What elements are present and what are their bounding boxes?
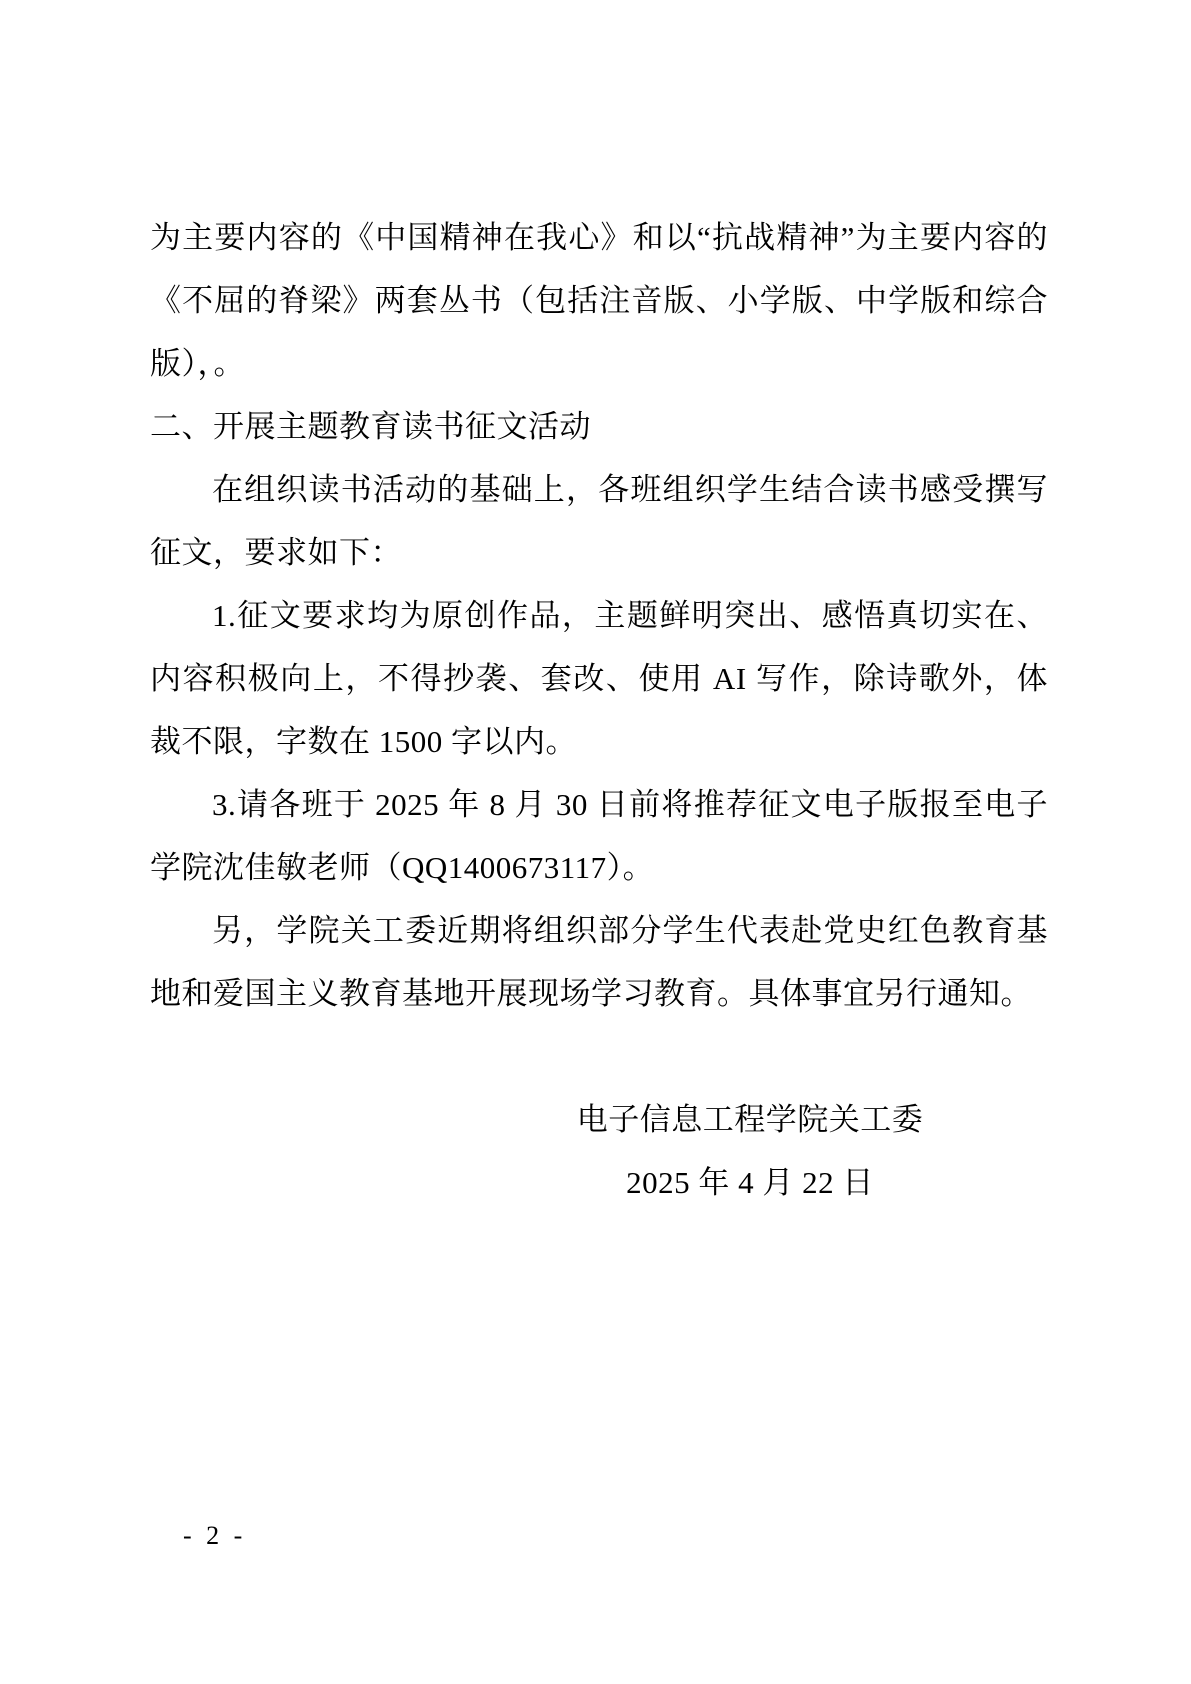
paragraph-intro: 在组织读书活动的基础上，各班组织学生结合读书感受撰写征文，要求如下： bbox=[150, 472, 1048, 570]
signature-date: 2025 年 4 月 22 日 bbox=[626, 1165, 874, 1200]
paragraph-item-1: 1.征文要求均为原创作品，主题鲜明突出、感悟真切实在、内容积极向上，不得抄袭、套改、使用 AI 写作，除诗歌外，体裁不限，字数在 1500 字以内。 bbox=[150, 598, 1048, 759]
blank-line bbox=[150, 1025, 1048, 1088]
signature-block bbox=[560, 1088, 940, 1214]
document-body bbox=[150, 206, 1048, 1214]
page-number: - 2 - bbox=[183, 1521, 247, 1550]
paragraph-item-3: 3.请各班于 2025 年 8 月 30 日前将推荐征文电子版报至电子学院沈佳敏老师（QQ1400673117）。 bbox=[150, 787, 1048, 885]
signature-organization: 电子信息工程学院关工委 bbox=[576, 1102, 924, 1137]
section-heading: 二、开展主题教育读书征文活动 bbox=[150, 409, 591, 444]
paragraph-additional-note: 另，学院关工委近期将组织部分学生代表赴党史红色教育基地和爱国主义教育基地开展现场学习教育。具体事宜另行通知。 bbox=[150, 913, 1048, 1011]
paragraph-continuation: 为主要内容的《中国精神在我心》和以“抗战精神”为主要内容的《不屈的脊梁》两套丛书（包括注音版、小学版、中学版和综合版），。 bbox=[150, 220, 1048, 381]
